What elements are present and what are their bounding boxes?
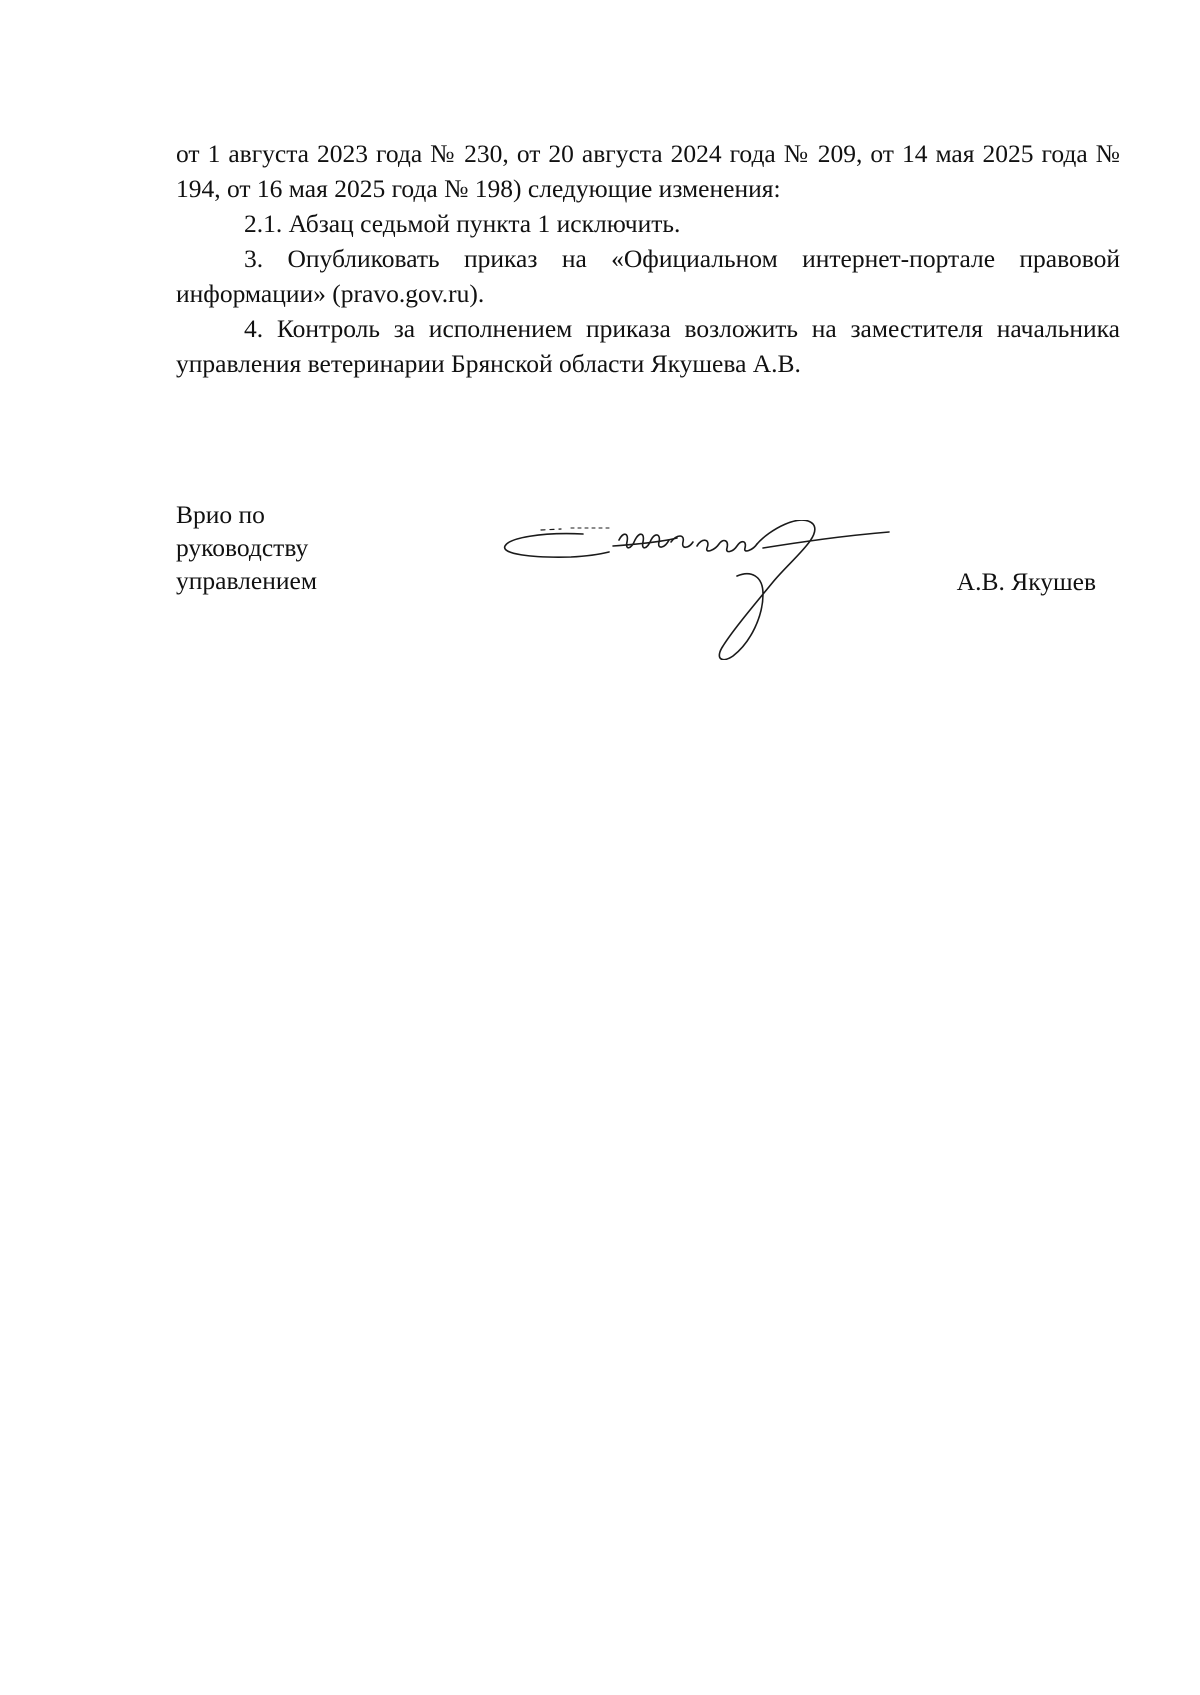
- signer-name: А.В. Якушев: [956, 567, 1096, 596]
- signer-position-line: руководству: [176, 533, 309, 562]
- paragraph-item-2-1: 2.1. Абзац седьмой пункта 1 исключить.: [244, 209, 681, 238]
- signer-position-line: Врио по: [176, 500, 265, 529]
- paragraph-item-4: 4. Контроль за исполнением приказа возложить на заместителя начальника управления ветеринарии Брянской области Якушева А.В.: [176, 314, 1120, 378]
- handwritten-signature-icon: [501, 520, 891, 660]
- signer-position-line: управлением: [176, 566, 317, 595]
- paragraph-amendment-list: от 1 августа 2023 года № 230, от 20 августа 2024 года № 209, от 14 мая 2025 года № 194, от 16 мая 2025 года № 198) следующие изменения:: [176, 139, 1120, 203]
- signer-position: [176, 498, 396, 597]
- signature-block: [176, 498, 1120, 658]
- document-body: [176, 136, 1120, 381]
- paragraph-item-3: 3. Опубликовать приказ на «Официальном интернет-портале правовой информации» (pravo.gov.ru).: [176, 244, 1120, 308]
